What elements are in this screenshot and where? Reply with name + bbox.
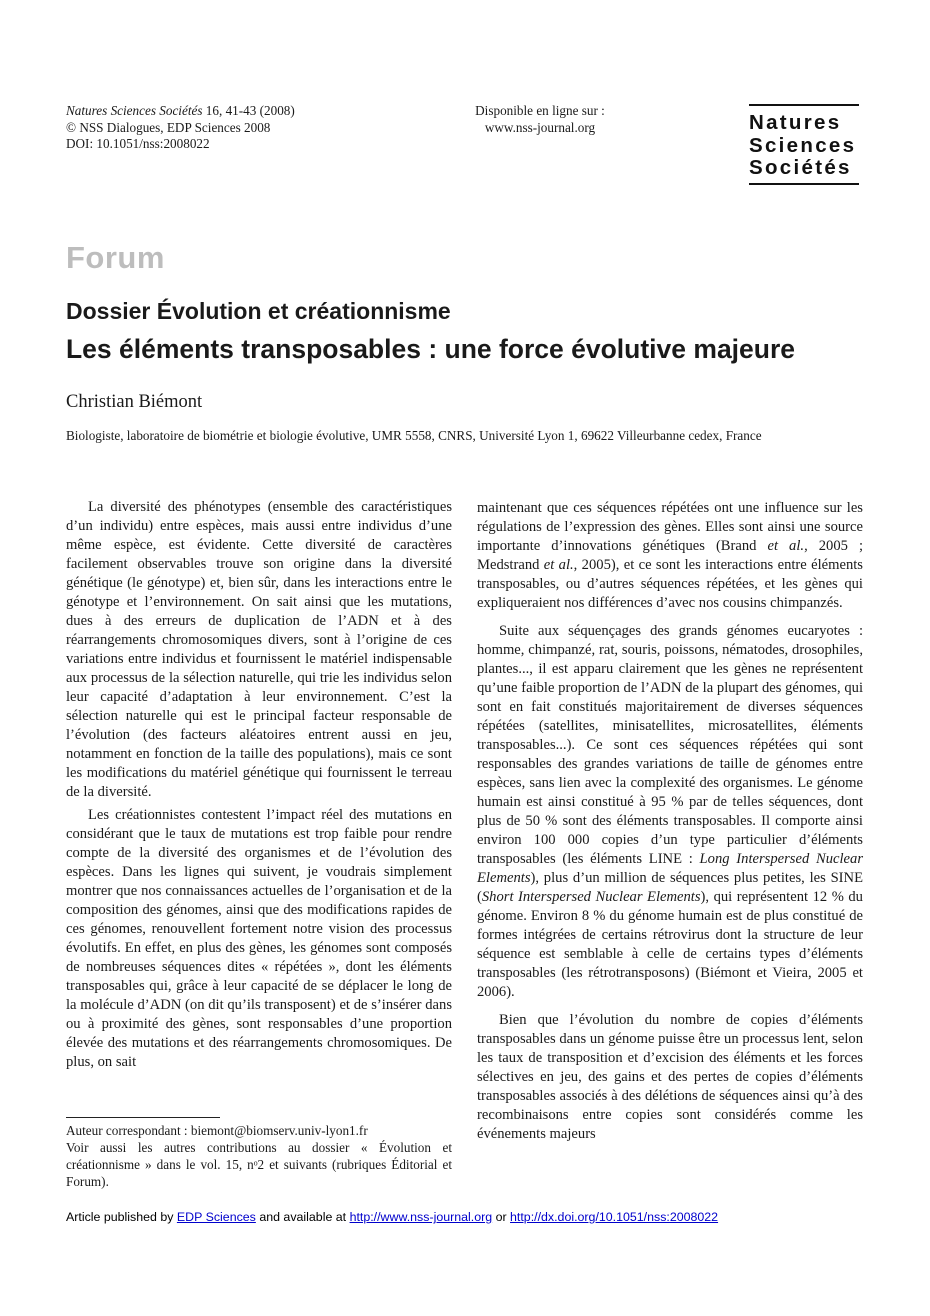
footnote [66,1122,452,1190]
publisher-link[interactable]: EDP Sciences [176,1210,256,1224]
journal-issue-line [66,103,295,120]
online-label: Disponible en ligne sur : [475,103,605,118]
journal-citation [66,103,295,153]
dossier-note: Voir aussi les autres contributions au dossier « Évolution et créationnisme » dans le vol. 15, nᵒ2 et suivants (rubriques Éditorial et Forum). [66,1140,452,1189]
paragraph: La diversité des phénotypes (ensemble des caractéristiques d’un individu) entre espèces, mais aussi entre individus d’une même espèce, est évidente. Cette diversité de caractères facilement observables trouve son origine dans la diversité génétique (le génotype) et, bien sûr, dans les interactions entre le génotype et l’environnement. On sait ainsi que les mutations, dues à des erreurs de duplication de l’ADN et à des réarrangements chromosomiques divers, sont à l’origine de ces variations entre individus et fournissent le matériel indispensable aux processus de la sélection naturelle, qui trie les individus selon leur capacité d’adaptation à leur environnement. C’est la sélection naturelle qui est le principal facteur responsable de l’évolution (des facteurs aléatoires entrent aussi en jeu, notamment en fonction de la taille des populations), mais ce sont les modifications du matériel génétique qui fournissent le terreau de la diversité. [66,499,452,800]
publisher-text: Article published by [66,1210,177,1224]
paragraph [477,499,863,613]
journal-issue: 16, 41-43 (2008) [202,103,295,118]
dossier-heading: Dossier Évolution et créationnisme [66,298,451,324]
journal-name: Natures Sciences Sociétés [66,103,203,118]
text-run: maintenant que ces séquences répétées ont une influence sur les régulations de l’expression des gènes. Elles sont ainsi une source importante d’innovations génétiques (Brand [477,500,863,554]
text-run: Suite aux séquençages des grands génomes eucaryotes : homme, chimpanzé, rat, souris, poissons, nématodes, drosophiles, plantes..., il est apparu clairement que les gènes ne représentent qu’une faible proportion de l’ADN de la plupart des génomes, qui sont en fait constitués majoritairement de diverses séquences répétées (satellites, minisatellites, microsatellites, éléments transposables...). Ce sont ces séquences répétées qui sont responsables des grandes variations de taille de génomes entre espèces, sans lien avec la complexité des organismes. Le génome humain est ainsi constitué à 95 % par de telles séquences, dont plus de 50 % sont des éléments transposables. Il comporte ainsi environ 100 000 copies d’un type particulier d’éléments transposables (les éléments LINE : [477,623,863,867]
article-title: Les éléments transposables : une force évolutive majeure [66,334,796,364]
section-label: Forum [66,240,165,275]
doi-link[interactable]: http://dx.doi.org/10.1051/nss:2008022 [510,1210,719,1224]
text-run: ), qui représentent 12 % du génome. Environ 8 % du génome humain est de plus constitué de formes intégrées de certains rétrovirus dont la structure de leur séquence est semblable à celle de certains types d’éléments transposables (les rétrotransposons) (Biémont et Vieira, 2005 et 2006). [477,889,863,1000]
citation-etal: et al. [543,557,574,573]
online-availability [455,103,625,136]
publisher-line [66,1210,718,1224]
body-column-left [66,498,452,1072]
text-run: ), plus d’un million de séquences plus petites, les SINE ( [477,870,863,905]
text-run: , 2005), et ce sont les interactions entre éléments transposables, ou d’autres séquences répétées, et les gènes qui expliqueraient nos différences d’avec nos cousins chimpanzés. [477,557,863,611]
copyright-line: © NSS Dialogues, EDP Sciences 2008 [66,119,271,135]
journal-site-link[interactable]: http://www.nss-journal.org [349,1210,493,1224]
logo-line-1: Natures [749,111,842,134]
journal-logo [749,104,859,185]
paragraph: Les créationnistes contestent l’impact réel des mutations en considérant que le taux de mutations est trop faible pour rendre compte de la diversité des organismes et de l’évolution des espèces. Dans les lignes qui suivent, je voudrais simplement montrer que nos connaissances actuelles de l’organisation et de la composition des génomes, ainsi que des modifications rapides de ces génomes, renouvellent fortement notre vision des processus évolutifs. En effet, en plus des gènes, les génomes sont composés de nombreuses séquences dites « répétées », dont les éléments transposables qui, grâce à leur capacité de se déplacer le long de la molécule d’ADN (on dit qu’ils transposent) et de s’insérer dans ou à proximité des gènes, sont responsables d’une proportion élevée des mutations et des réarrangements chromosomiques. De plus, on sait [66,807,452,1070]
logo-line-3: Sociétés [749,156,852,179]
publisher-text: and available at [255,1210,350,1224]
online-url[interactable]: www.nss-journal.org [484,119,596,135]
author-name: Christian Biémont [66,392,203,412]
paragraph: Bien que l’évolution du nombre de copies d’éléments transposables dans un génome puisse être un processus lent, selon les taux de transposition et d’excision des éléments et les forces sélectives en jeu, des gains et des pertes de copies d’éléments transposables associés à des délétions de séquences ainsi qu’à des recombinaisons entre copies sont considérés comme les événements majeurs [477,1012,863,1142]
footnote-divider [66,1117,220,1118]
sine-expansion: Short Interspersed Nuclear Elements [481,889,701,905]
author-affiliation: Biologiste, laboratoire de biométrie et biologie évolutive, UMR 5558, CNRS, Université Lyon 1, 69622 Villeurbanne cedex, France [66,428,762,443]
text-run: , 2005 ; Medstrand [477,538,863,573]
citation-etal: et al. [767,538,805,554]
doi-line: DOI: 10.1051/nss:2008022 [66,136,210,152]
line-expansion: Long Interspersed Nuclear Elements [477,851,864,886]
corresponding-author: Auteur correspondant : biemont@biomserv.univ-lyon1.fr [66,1123,368,1138]
publisher-text: or [492,1210,511,1224]
logo-line-2: Sciences [749,133,857,157]
paragraph [477,622,863,1002]
body-column-right [477,499,863,1144]
